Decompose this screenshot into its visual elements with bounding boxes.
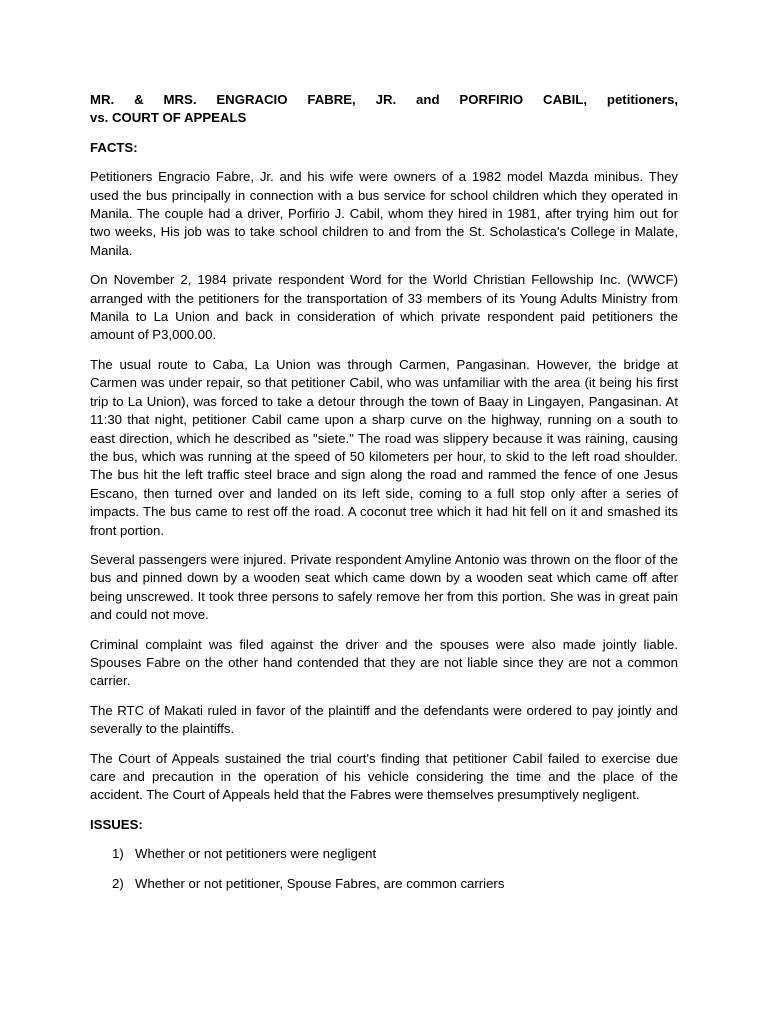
facts-paragraph-1: Petitioners Engracio Fabre, Jr. and his wife were owners of a 1982 model Mazda minibus. They used the bus principally in connection with a bus service for school children which they operated in Manila. The couple had a driver, Porfirio J. Cabil, whom they hired in 1981, after trying him out for two weeks, His job was to take school children to and from the St. Scholastica's College in Malate, Manila. bbox=[90, 169, 678, 258]
issue-text: Whether or not petitioners were negligent bbox=[135, 846, 377, 862]
facts-paragraph-6: The RTC of Makati ruled in favor of the plaintiff and the defendants were ordered to pay jointly and severally to the plaintiffs. bbox=[90, 702, 678, 737]
facts-paragraph-3: The usual route to Caba, La Union was through Carmen, Pangasinan. However, the bridge at Carmen was under repair, so that petitioner Cabil, who was unfamiliar with the area (it being his first trip to La Union), was forced to take a detour through the town of Baay in Lingayen, Pangasinan. At 11:30 that night, petitioner Cabil came upon a sharp curve on the highway, running on a south to east direction, which he described as "siete." The road was slippery because it was raining, causing the bus, which was running at the speed of 50 kilometers per hour, to skid to the left road shoulder. The bus hit the left traffic steel brace and sign along the road and rammed the fence of one Jesus Escano, then turned over and landed on its left side, coming to a full stop only after a series of impacts. The bus came to rest off the road. A coconut tree which it had hit fell on it and smashed its front portion. bbox=[90, 356, 678, 538]
issue-number: 1) bbox=[112, 846, 124, 862]
list-item bbox=[90, 845, 678, 863]
case-title bbox=[90, 91, 678, 128]
facts-heading: FACTS: bbox=[90, 139, 138, 155]
issue-number: 2) bbox=[112, 876, 124, 892]
issues-list bbox=[90, 845, 678, 893]
issues-heading: ISSUES: bbox=[90, 816, 143, 832]
issue-text: Whether or not petitioner, Spouse Fabres, are common carriers bbox=[135, 876, 505, 892]
case-title-line-1: MR. & MRS. ENGRACIO FABRE, JR. and PORFIRIO CABIL, petitioners, bbox=[90, 92, 678, 107]
list-item bbox=[90, 875, 678, 893]
case-title-line-2: vs. COURT OF APPEALS bbox=[90, 110, 247, 126]
facts-paragraph-2: On November 2, 1984 private respondent Word for the World Christian Fellowship Inc. (WWCF) arranged with the petitioners for the transportation of 33 members of its Young Adults Ministry from Manila to La Union and back in consideration of which private respondent paid petitioners the amount of P3,000.00. bbox=[90, 272, 678, 343]
document-page bbox=[90, 91, 678, 905]
facts-paragraph-7: The Court of Appeals sustained the trial court's finding that petitioner Cabil failed to exercise due care and precaution in the operation of his vehicle considering the time and the place of the accident. The Court of Appeals held that the Fabres were themselves presumptively negligent. bbox=[90, 750, 678, 803]
facts-paragraph-5: Criminal complaint was filed against the driver and the spouses were also made jointly liable. Spouses Fabre on the other hand contended that they are not liable since they are not a common carrier. bbox=[90, 636, 678, 689]
facts-paragraph-4: Several passengers were injured. Private respondent Amyline Antonio was thrown on the floor of the bus and pinned down by a wooden seat which came down by a wooden seat which came off after being unscrewed. It took three persons to safely remove her from this portion. She was in great pain and could not move. bbox=[90, 551, 678, 623]
